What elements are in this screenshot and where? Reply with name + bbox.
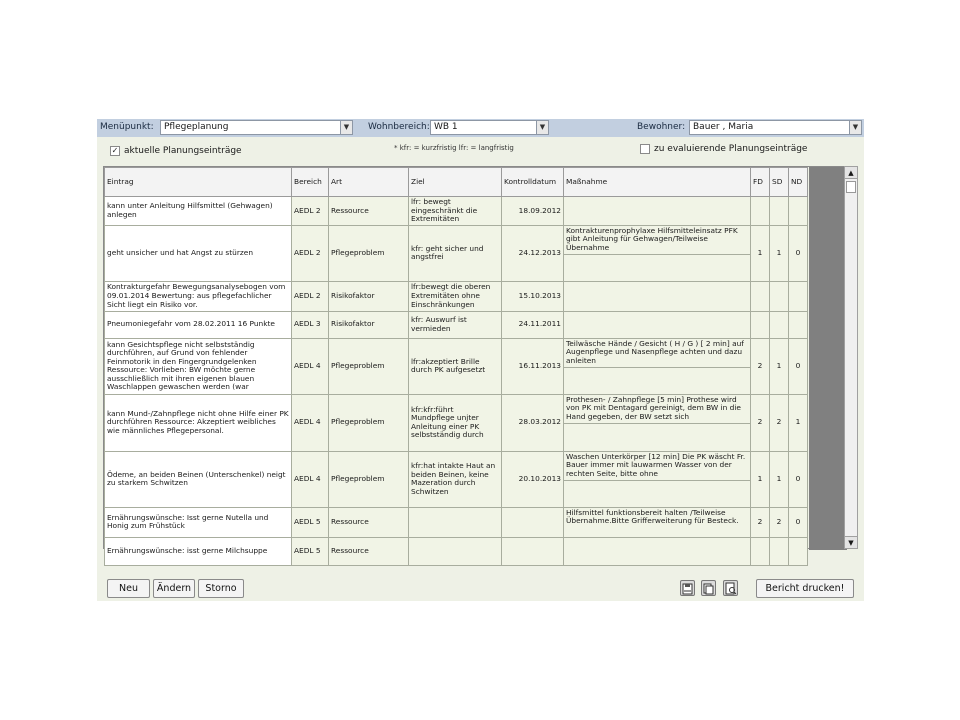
cell-massnahme <box>564 311 751 338</box>
cell-sd: 1 <box>770 338 789 394</box>
massnahme-empty-line <box>564 480 750 506</box>
edit-button[interactable]: Ändern <box>153 579 195 598</box>
table-row[interactable] <box>105 311 808 338</box>
cell-kontrolldatum <box>502 537 564 565</box>
eintrag-text: kann Gesichtspflege nicht selbstständig durchführen, auf Grund von fehlender Feinmotorik in den Fingergrundgelenken Ressource: Vorlieben: BW möchte gerne ausschließlich mit ihren eigenen blauen Waschlappen gewaschen werden (war <box>107 339 257 392</box>
massnahme-empty-line <box>564 423 750 450</box>
massnahme-text: Prothesen- / Zahnpflege [5 min] Prothese wird von PK mit Dentagard gereinigt, dem BW in die Hand gegeben, der BW setzt sich <box>566 394 741 421</box>
eintrag-text: Kontrakturgefahr Bewegungsanalysebogen vom 09.01.2014 Bewertung: aus pflegefachlicher Sicht liegt ein Risiko vor. <box>107 282 286 309</box>
scroll-up-icon[interactable]: ▲ <box>845 167 857 179</box>
cell-ziel: kfr:hat intakte Haut an beiden Beinen, keine Mazeration durch Schwitzen <box>409 451 502 507</box>
massnahme-empty-line <box>564 367 750 393</box>
cell-nd <box>789 537 808 565</box>
scroll-thumb[interactable] <box>846 181 856 193</box>
col-header-art[interactable]: Art <box>329 168 409 197</box>
save-icon[interactable] <box>680 580 695 596</box>
cell-kontrolldatum: 24.12.2013 <box>502 225 564 281</box>
current-entries-filter[interactable] <box>110 146 242 156</box>
col-header-eintrag[interactable]: Eintrag <box>105 168 292 197</box>
bewohner-select[interactable] <box>689 120 862 135</box>
cell-bereich: AEDL 5 <box>292 507 329 537</box>
massnahme-text: Waschen Unterkörper [12 min] Die PK wäscht Fr. Bauer immer mit lauwarmen Wasser von der rechten Seite, bitte ohne <box>566 451 746 478</box>
col-header-massnahme[interactable]: Maßnahme <box>564 168 751 197</box>
cell-nd <box>789 311 808 338</box>
cancel-button[interactable]: Storno <box>198 579 244 598</box>
cell-kontrolldatum: 15.10.2013 <box>502 281 564 311</box>
cell-kontrolldatum: 20.10.2013 <box>502 451 564 507</box>
cell-bereich: AEDL 4 <box>292 451 329 507</box>
chevron-down-icon[interactable]: ▼ <box>536 121 548 134</box>
table-row[interactable] <box>105 225 808 281</box>
abbreviation-legend: * kfr: = kurzfristig lfr: = langfristig <box>394 144 514 152</box>
print-report-button[interactable]: Bericht drucken! <box>756 579 854 598</box>
massnahme-text: Kontrakturenprophylaxe Hilfsmitteleinsatz PFK gibt Anleitung für Gehwagen/Teilweise Übernahme <box>566 225 738 252</box>
cell-sd <box>770 537 789 565</box>
cell-massnahme <box>564 537 751 565</box>
cell-bereich: AEDL 2 <box>292 197 329 226</box>
cell-nd: 0 <box>789 338 808 394</box>
cell-eintrag: kann unter Anleitung Hilfsmittel (Gehwagen) anlegen <box>105 197 292 226</box>
cell-bereich: AEDL 2 <box>292 281 329 311</box>
massnahme-text <box>564 538 750 540</box>
cell-massnahme <box>564 225 751 281</box>
bewohner-select-value: Bauer , Maria <box>693 122 754 132</box>
cell-sd: 2 <box>770 507 789 537</box>
cell-nd: 0 <box>789 451 808 507</box>
cell-art: Risikofaktor <box>329 281 409 311</box>
wohnbereich-select-value: WB 1 <box>434 122 458 132</box>
cell-ziel <box>409 281 502 311</box>
selection-bar <box>97 119 864 137</box>
bewohner-label: Bewohner: <box>637 122 686 132</box>
wohnbereich-label: Wohnbereich: <box>368 122 430 132</box>
current-entries-checkbox[interactable]: ✓ <box>111 146 119 155</box>
table-scrollbar[interactable] <box>844 166 858 549</box>
cell-ziel: lfr: bewegt eingeschränkt die Extremitäten <box>409 197 502 226</box>
cell-art: Ressource <box>329 197 409 226</box>
cell-fd: 1 <box>751 225 770 281</box>
cell-massnahme <box>564 197 751 226</box>
preview-icon[interactable] <box>723 580 738 596</box>
new-button[interactable]: Neu <box>107 579 150 598</box>
copy-icon[interactable] <box>701 580 716 596</box>
cell-fd <box>751 281 770 311</box>
cell-kontrolldatum: 28.03.2012 <box>502 394 564 451</box>
cell-art: Ressource <box>329 507 409 537</box>
col-header-bereich[interactable]: Bereich <box>292 168 329 197</box>
cell-massnahme <box>564 394 751 451</box>
col-header-ziel[interactable]: Ziel <box>409 168 502 197</box>
cell-nd: 0 <box>789 225 808 281</box>
cell-fd <box>751 311 770 338</box>
current-entries-label: aktuelle Planungseinträge <box>124 146 242 156</box>
menu-select-value: Pflegeplanung <box>164 122 229 132</box>
cell-sd <box>770 311 789 338</box>
cell-massnahme <box>564 281 751 311</box>
evaluate-entries-checkbox[interactable] <box>640 144 650 154</box>
evaluate-entries-label: zu evaluierende Planungseinträge <box>654 144 808 154</box>
massnahme-text: Hilfsmittel funktionsbereit halten /Teilweise Übernahme.Bitte Grifferweiterung für Besteck. <box>566 507 739 526</box>
table-row[interactable] <box>105 451 808 507</box>
cell-bereich: AEDL 4 <box>292 338 329 394</box>
massnahme-text <box>564 312 750 314</box>
cell-massnahme <box>564 507 751 537</box>
cell-eintrag <box>105 281 292 311</box>
cell-eintrag: geht unsicher und hat Angst zu stürzen <box>105 225 292 281</box>
table-row[interactable] <box>105 394 808 451</box>
cell-nd: 1 <box>789 394 808 451</box>
col-header-nd[interactable]: ND <box>789 168 808 197</box>
cell-ziel <box>409 394 502 451</box>
cell-fd <box>751 197 770 226</box>
cell-fd <box>751 537 770 565</box>
cell-nd: 0 <box>789 507 808 537</box>
cell-fd: 2 <box>751 394 770 451</box>
table-row[interactable] <box>105 281 808 311</box>
cell-sd: 1 <box>770 225 789 281</box>
cell-art: Pflegeproblem <box>329 225 409 281</box>
massnahme-empty-line <box>564 254 750 280</box>
cell-kontrolldatum: 24.11.2011 <box>502 311 564 338</box>
massnahme-text: Teilwäsche Hände / Gesicht ( H / G ) [ 2 min] auf Augenpflege und Nasenpflege achten und dazu anleiten <box>566 338 744 365</box>
cell-eintrag: Ernährungswünsche: Isst gerne Nutella und Honig zum Frühstück <box>105 507 292 537</box>
menu-label: Menüpunkt: <box>100 122 154 132</box>
cell-kontrolldatum <box>502 507 564 537</box>
chevron-down-icon[interactable]: ▼ <box>849 121 861 134</box>
col-header-fd[interactable]: FD <box>751 168 770 197</box>
cell-art: Pflegeproblem <box>329 338 409 394</box>
table-empty-area <box>809 167 847 550</box>
cell-bereich: AEDL 2 <box>292 225 329 281</box>
planning-table <box>103 166 850 555</box>
cell-eintrag: kann Mund-/Zahnpflege nicht ohne Hilfe einer PK durchführen Ressource: Akzeptiert weibliches wie männliches Pflegepersonal. <box>105 394 292 451</box>
pflegeplanung-window <box>97 119 864 601</box>
massnahme-text <box>564 197 750 199</box>
cell-bereich: AEDL 3 <box>292 311 329 338</box>
cell-bereich: AEDL 4 <box>292 394 329 451</box>
cell-sd <box>770 197 789 226</box>
ziel-text: lfr:bewegt die oberen Extremitäten ohne Einschränkungen <box>411 282 491 309</box>
cell-ziel <box>409 537 502 565</box>
menu-select[interactable] <box>160 120 353 135</box>
cell-nd <box>789 281 808 311</box>
cell-sd: 2 <box>770 394 789 451</box>
cell-eintrag: Pneumoniegefahr vom 28.02.2011 16 Punkte <box>105 311 292 338</box>
cell-nd <box>789 197 808 226</box>
table-row[interactable] <box>105 507 808 537</box>
cell-art: Pflegeproblem <box>329 394 409 451</box>
chevron-down-icon[interactable]: ▼ <box>340 121 352 134</box>
cell-art: Pflegeproblem <box>329 451 409 507</box>
cell-bereich: AEDL 5 <box>292 537 329 565</box>
table-row[interactable] <box>105 197 808 226</box>
cell-massnahme <box>564 451 751 507</box>
table-row[interactable] <box>105 338 808 394</box>
cell-fd: 2 <box>751 507 770 537</box>
wohnbereich-select[interactable] <box>430 120 549 135</box>
cell-eintrag <box>105 338 292 394</box>
col-header-kontrolldatum[interactable]: Kontrolldatum <box>502 168 564 197</box>
cell-eintrag: Ernährungswünsche: isst gerne Milchsuppe <box>105 537 292 565</box>
cell-art: Ressource <box>329 537 409 565</box>
cell-ziel: lfr:akzeptiert Brille durch PK aufgesetzt <box>409 338 502 394</box>
table-row[interactable] <box>105 537 808 565</box>
cell-sd <box>770 281 789 311</box>
table-header-row <box>105 168 808 197</box>
scroll-down-icon[interactable]: ▼ <box>845 536 857 548</box>
cell-kontrolldatum: 16.11.2013 <box>502 338 564 394</box>
cell-ziel: kfr: Auswurf ist vermieden <box>409 311 502 338</box>
evaluate-entries-filter[interactable] <box>640 144 807 154</box>
ziel-text: kfr:kfr:führt Mundpflege unjter Anleitung einer PK selbstständig durch <box>411 404 484 440</box>
cell-eintrag: Ödeme, an beiden Beinen (Unterschenkel) neigt zu starkem Schwitzen <box>105 451 292 507</box>
cell-kontrolldatum: 18.09.2012 <box>502 197 564 226</box>
cell-ziel <box>409 507 502 537</box>
cell-ziel: kfr: geht sicher und angstfrei <box>409 225 502 281</box>
massnahme-text <box>564 282 750 284</box>
col-header-sd[interactable]: SD <box>770 168 789 197</box>
cell-art: Risikofaktor <box>329 311 409 338</box>
cell-massnahme <box>564 338 751 394</box>
cell-fd: 2 <box>751 338 770 394</box>
cell-sd: 1 <box>770 451 789 507</box>
cell-fd: 1 <box>751 451 770 507</box>
